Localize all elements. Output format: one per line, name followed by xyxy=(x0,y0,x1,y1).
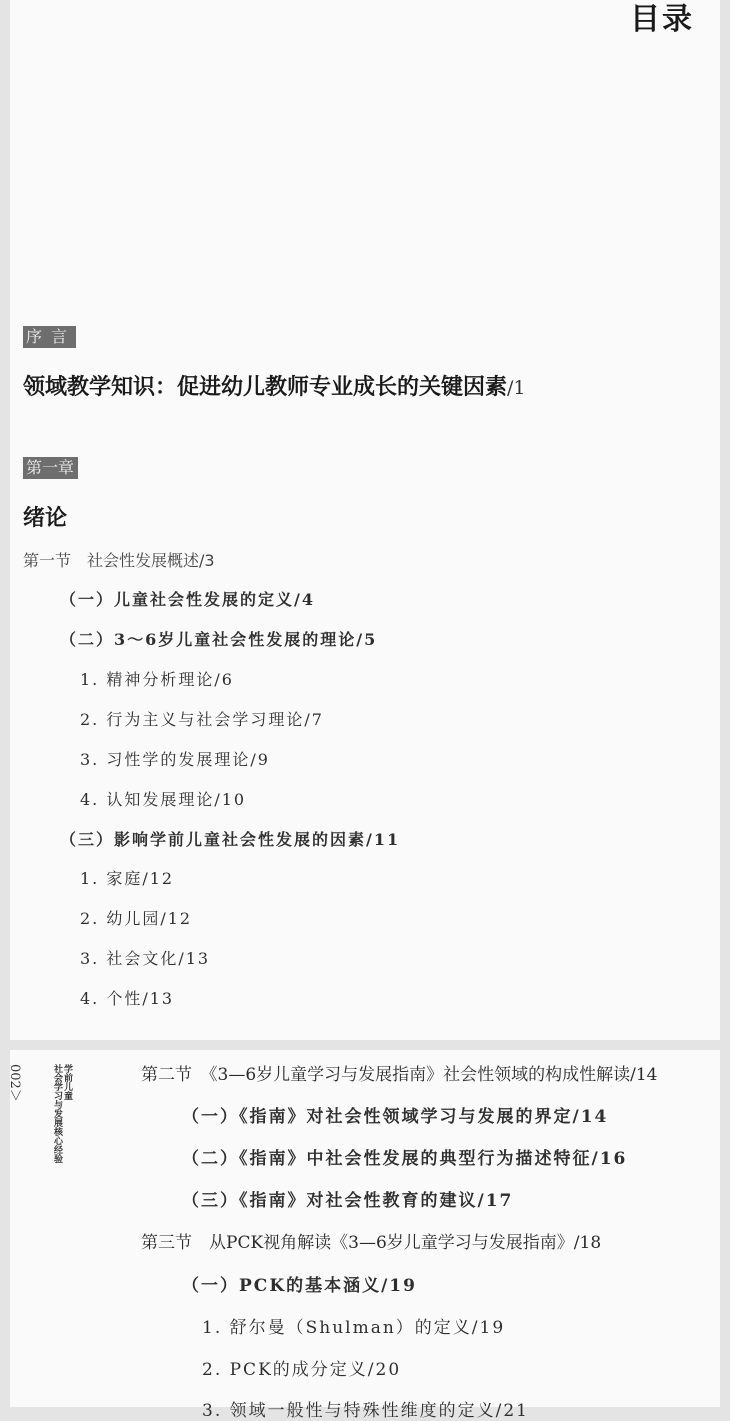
chapter-tag: 第一章 xyxy=(23,457,78,479)
toc-entry: 3. 社会文化/13 xyxy=(80,949,211,968)
running-header xyxy=(7,1064,84,1184)
toc-entry: （一）《指南》对社会性领域学习与发展的界定/14 xyxy=(182,1107,609,1127)
toc-entry: 第三节 从PCK视角解读《3—6岁儿童学习与发展指南》/18 xyxy=(141,1233,602,1253)
toc-entry: 2. 行为主义与社会学习理论/7 xyxy=(80,710,324,729)
preface-heading-text: 领域教学知识：促进幼儿教师专业成长的关键因素 xyxy=(23,375,508,400)
toc-entry: （三）影响学前儿童社会性发展的因素/11 xyxy=(60,830,401,849)
toc-entry: 第一节 社会性发展概述/3 xyxy=(23,551,215,570)
toc-entry: 2. 幼儿园/12 xyxy=(80,909,193,928)
toc-entry: 1. 舒尔曼（Shulman）的定义/19 xyxy=(202,1318,506,1338)
preface-page-number: /1 xyxy=(507,377,526,399)
toc-entry: （一）儿童社会性发展的定义/4 xyxy=(60,590,315,609)
toc-entry: 4. 个性/13 xyxy=(80,989,175,1008)
toc-entry: 3. 领域一般性与特殊性维度的定义/21 xyxy=(202,1401,529,1421)
toc-entry: 1. 家庭/12 xyxy=(80,869,175,888)
toc-entry: （二）《指南》中社会性发展的典型行为描述特征/16 xyxy=(182,1149,628,1169)
toc-entry: 4. 认知发展理论/10 xyxy=(80,790,247,809)
toc-entry: 3. 习性学的发展理论/9 xyxy=(80,750,270,769)
toc-entry: 1. 精神分析理论/6 xyxy=(80,670,234,689)
toc-entry: （二）3～6岁儿童社会性发展的理论/5 xyxy=(60,630,378,649)
toc-entry: 2. PCK的成分定义/20 xyxy=(202,1360,402,1380)
toc-entry: 第二节 《3—6岁儿童学习与发展指南》社会性领域的构成性解读/14 xyxy=(141,1065,658,1085)
preface-tag: 序言 xyxy=(23,326,76,348)
toc-page-1 xyxy=(10,0,720,1040)
toc-page-2 xyxy=(7,1050,720,1421)
chapter-heading: 绪论 xyxy=(23,506,68,531)
book-title-line-2: 社会学习与发展核心经验 xyxy=(52,1064,62,1163)
book-title-line-1: 学前儿童 xyxy=(62,1064,72,1100)
toc-entry: （一）PCK的基本涵义/19 xyxy=(182,1276,417,1296)
preface-heading xyxy=(23,370,526,401)
page-title: 目录 xyxy=(630,2,694,37)
page-number: 002＞ xyxy=(7,1064,22,1102)
toc-entry: （三）《指南》对社会性教育的建议/17 xyxy=(182,1191,514,1211)
